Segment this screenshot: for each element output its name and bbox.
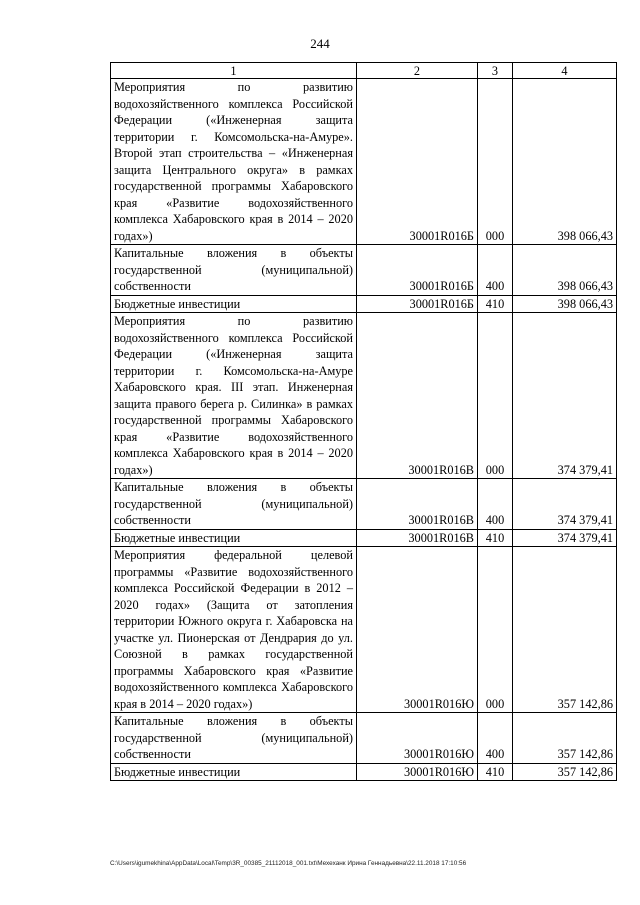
- row-name-cell: Капитальные вложения в объекты государственной (муниципальной) собственности: [111, 479, 357, 530]
- row-code-cell: 30001R016Ю: [357, 547, 478, 713]
- row-code-cell: 30001R016Б: [357, 245, 478, 296]
- row-code-cell: 30001R016Ю: [357, 713, 478, 764]
- row-name-cell: Капитальные вложения в объекты государственной (муниципальной) собственности: [111, 245, 357, 296]
- row-amount-cell: 357 142,86: [513, 547, 617, 713]
- row-name-cell: Мероприятия федеральной целевой программы «Развитие водохозяйственного комплекса Российской Федерации в 2012 – 2020 годах» (Защита от затопления территории Южного округа г. Хабаровска на участке ул. Пионерская от Дендрария до ул. Союзной в рамках государственной программы Хабаровского края «Развитие водохозяйственного комплекса Хабаровского края в 2014 – 2020 годах»): [111, 547, 357, 713]
- row-name-cell: Мероприятия по развитию водохозяйственного комплекса Российской Федерации («Инженерная защита территории г. Комсомольска-на-Амуре». Второй этап строительства – «Инженерная защита Центрального округа» в рамках государственной программы Хабаровского края «Развитие водохозяйственного комплекса Хабаровского края в 2014 – 2020 годах»): [111, 79, 357, 245]
- row-vr-cell: 000: [478, 79, 513, 245]
- column-header: 2: [357, 63, 478, 79]
- row-code-cell: 30001R016В: [357, 529, 478, 547]
- table-row: [111, 313, 617, 479]
- table-row: [111, 713, 617, 764]
- column-header: 4: [513, 63, 617, 79]
- page-number: 244: [310, 36, 330, 51]
- row-name-cell: Бюджетные инвестиции: [111, 529, 357, 547]
- row-vr-cell: 000: [478, 313, 513, 479]
- row-amount-cell: 374 379,41: [513, 313, 617, 479]
- table-row: [111, 479, 617, 530]
- row-amount-cell: 357 142,86: [513, 763, 617, 781]
- row-amount-cell: 357 142,86: [513, 713, 617, 764]
- row-vr-cell: 410: [478, 529, 513, 547]
- row-amount-cell: 398 066,43: [513, 79, 617, 245]
- column-header: 3: [478, 63, 513, 79]
- table-row: [111, 529, 617, 547]
- table-row: [111, 245, 617, 296]
- budget-table: [110, 62, 617, 781]
- row-vr-cell: 410: [478, 295, 513, 313]
- row-vr-cell: 400: [478, 245, 513, 296]
- row-name-cell: Бюджетные инвестиции: [111, 295, 357, 313]
- row-code-cell: 30001R016Ю: [357, 763, 478, 781]
- row-name-cell: Мероприятия по развитию водохозяйственного комплекса Российской Федерации («Инженерная защита территории г. Комсомольска-на-Амуре Хабаровского края. III этап. Инженерная защита правого берега р. Силинка» в рамках государственной программы Хабаровского края «Развитие водохозяйственного комплекса Хабаровского края в 2014 – 2020 годах»): [111, 313, 357, 479]
- row-amount-cell: 398 066,43: [513, 245, 617, 296]
- row-code-cell: 30001R016Б: [357, 79, 478, 245]
- row-amount-cell: 374 379,41: [513, 529, 617, 547]
- row-amount-cell: 374 379,41: [513, 479, 617, 530]
- row-vr-cell: 400: [478, 479, 513, 530]
- row-code-cell: 30001R016В: [357, 479, 478, 530]
- table-header-row: [111, 63, 617, 79]
- row-vr-cell: 000: [478, 547, 513, 713]
- table-row: [111, 79, 617, 245]
- row-amount-cell: 398 066,43: [513, 295, 617, 313]
- table-row: [111, 763, 617, 781]
- row-code-cell: 30001R016В: [357, 313, 478, 479]
- row-name-cell: Капитальные вложения в объекты государственной (муниципальной) собственности: [111, 713, 357, 764]
- file-path-footer: C:\Users\igumekhina\AppData\Local\Temp\3R_00385_21112018_001.txt\Мехеханк Ирина Геннадьевна\22.11.2018 17:10:56: [110, 860, 467, 867]
- row-name-cell: Бюджетные инвестиции: [111, 763, 357, 781]
- row-code-cell: 30001R016Б: [357, 295, 478, 313]
- row-vr-cell: 410: [478, 763, 513, 781]
- table-row: [111, 295, 617, 313]
- table-row: [111, 547, 617, 713]
- column-header: 1: [111, 63, 357, 79]
- row-vr-cell: 400: [478, 713, 513, 764]
